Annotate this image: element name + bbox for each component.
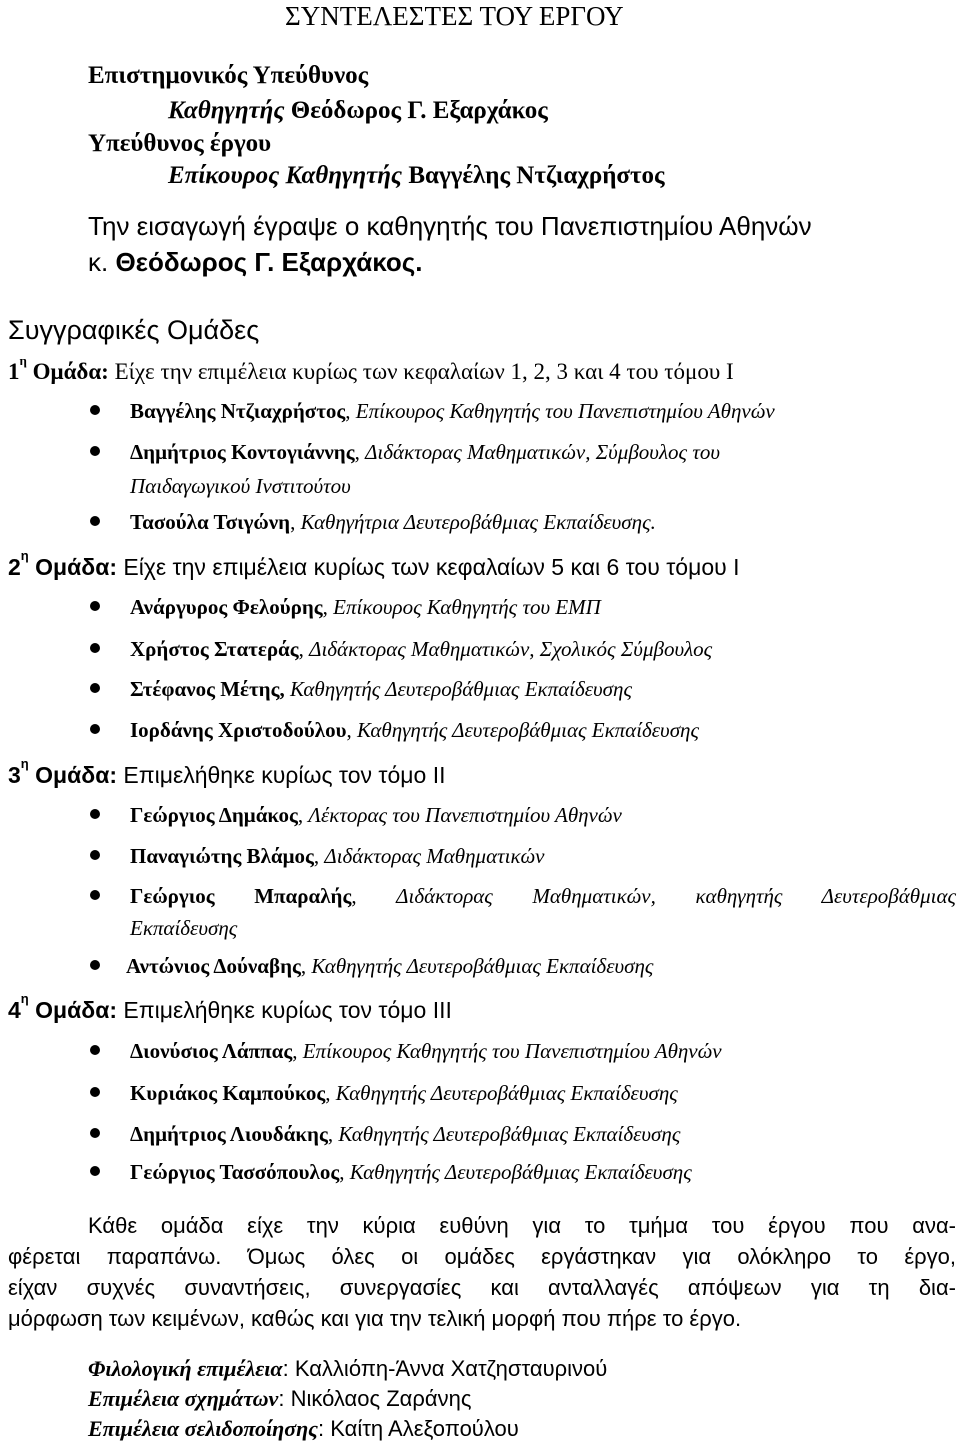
member-name: Αντώνιος Δούναβης — [126, 954, 301, 978]
member-separator: , — [339, 1160, 350, 1184]
member-role: Επίκουρος Καθηγητής του ΕΜΠ — [333, 595, 601, 619]
member-item — [130, 635, 712, 663]
credit-line — [88, 1414, 519, 1444]
member-item — [130, 593, 601, 621]
member-role: Καθηγητής Δευτεροβάθμιας Εκπαίδευσης — [335, 1081, 678, 1105]
member-separator: , — [313, 844, 325, 868]
group-4-heading — [8, 991, 452, 1025]
bullet-icon — [90, 1166, 100, 1176]
closing-line-4: μόρφωση των κειμένων, καθώς και για την τελική μορφή που πήρε το έργο. — [8, 1306, 742, 1331]
intro-prefix: κ. — [88, 247, 116, 277]
group-number: 1 — [8, 359, 20, 384]
member-role: Καθηγητής Δευτεροβάθμιας Εκπαίδευσης — [311, 954, 654, 978]
group-ordinal: η — [19, 353, 27, 368]
group-description: Είχε την επιμέλεια κυρίως των κεφαλαίων 5 και 6 του τόμου Ι — [117, 554, 740, 580]
bullet-icon — [90, 724, 100, 734]
bullet-icon — [90, 1087, 100, 1097]
bullet-icon — [90, 516, 100, 526]
group-ordinal: η — [20, 548, 29, 563]
group-description: Επιμελήθηκε κυρίως τον τόμο ΙΙΙ — [117, 997, 452, 1023]
member-separator: , — [325, 1081, 336, 1105]
group-label: Ομάδα: — [35, 762, 117, 788]
closing-line-1: Κάθε ομάδα είχε την κύρια ευθύνη για το τμήμα του έργου που ανα- — [88, 1213, 956, 1238]
bullet-icon — [90, 405, 100, 415]
closing-line-2: φέρεται παραπάνω. Όμως όλες οι ομάδες εργάστηκαν για ολόκληρο το έργο, — [8, 1244, 956, 1269]
group-1-heading — [8, 353, 734, 387]
group-number: 3 — [8, 762, 21, 788]
member-name: Γεώργιος Δημάκος — [130, 803, 298, 827]
member-name: Ανάργυρος Φελούρης — [130, 595, 323, 619]
member-name: Κυριάκος Καμπούκος — [130, 1081, 326, 1105]
bullet-icon — [90, 960, 100, 970]
credit-name: Νικόλαος Ζαράνης — [290, 1386, 472, 1411]
project-lead-entry — [168, 160, 665, 192]
member-separator: , — [298, 637, 310, 661]
member-role: Διδάκτορας Μαθηματικών, Σύμβουλος του — [365, 440, 720, 464]
member-item — [130, 842, 545, 870]
member-item — [130, 801, 622, 829]
project-lead-prefix: Επίκουρος Καθηγητής — [168, 162, 409, 189]
group-ordinal: η — [20, 991, 29, 1006]
member-role: Καθηγητής Δευτεροβάθμιας Εκπαίδευσης — [338, 1122, 681, 1146]
project-lead-name: Βαγγέλης Ντζιαχρήστος — [408, 162, 665, 189]
bullet-icon — [90, 1128, 100, 1138]
member-separator: , — [290, 510, 301, 534]
credit-separator: : — [282, 1356, 295, 1381]
member-role: Καθηγήτρια Δευτεροβάθμιας Εκπαίδευσης. — [300, 510, 656, 534]
member-item — [130, 882, 956, 910]
member-item — [130, 508, 656, 536]
bullet-icon — [90, 1045, 100, 1055]
member-item — [130, 1120, 680, 1148]
member-item — [130, 1079, 678, 1107]
member-name: Βαγγέλης Ντζιαχρήστος — [130, 399, 346, 423]
scientific-lead-prefix: Καθηγητής — [168, 97, 291, 124]
bullet-icon — [90, 683, 100, 693]
member-name: Γεώργιος Μπαραλής — [130, 884, 352, 908]
group-number: 2 — [8, 554, 21, 580]
credit-label: Φιλολογική επιμέλεια — [88, 1356, 283, 1381]
scientific-lead-name: Θεόδωρος Γ. Εξαρχάκος — [290, 97, 548, 124]
member-separator: , — [300, 954, 312, 978]
member-separator: , — [297, 803, 309, 827]
member-item — [130, 1158, 692, 1186]
bullet-icon — [90, 890, 100, 900]
member-role-continued: Παιδαγωγικού Ινστιτούτου — [130, 474, 351, 498]
intro-line-2 — [88, 246, 423, 278]
member-separator: , — [292, 1039, 303, 1063]
credit-separator: : — [278, 1386, 291, 1411]
intro-line-1: Την εισαγωγή έγραψε ο καθηγητής του Πανεπιστημίου Αθηνών — [88, 211, 812, 241]
scientific-lead-label: Επιστημονικός Υπεύθυνος — [88, 62, 369, 89]
project-lead-label: Υπεύθυνος έργου — [88, 130, 272, 157]
member-item — [130, 397, 775, 425]
member-role: Καθηγητής Δευτεροβάθμιας Εκπαίδευσης — [349, 1160, 692, 1184]
bullet-icon — [90, 850, 100, 860]
section-heading: Συγγραφικές Ομάδες — [8, 315, 260, 345]
member-name: Δημήτριος Κοντογιάννης — [130, 440, 355, 464]
member-name: Ιορδάνης Χριστοδούλου — [130, 718, 347, 742]
member-separator: , — [354, 440, 366, 464]
member-role: Διδάκτορας Μαθηματικών, καθηγητής Δευτεροβάθμιας — [396, 884, 956, 908]
bullet-icon — [90, 446, 100, 456]
group-ordinal: η — [20, 756, 29, 771]
member-role: Διδάκτορας Μαθηματικών — [324, 844, 545, 868]
credit-line — [88, 1384, 471, 1414]
member-role: Επίκουρος Καθηγητής του Πανεπιστημίου Αθηνών — [355, 399, 775, 423]
member-item — [130, 716, 699, 744]
member-separator: , — [345, 399, 356, 423]
group-number: 4 — [8, 997, 21, 1023]
member-item — [130, 675, 632, 703]
group-label: Ομάδα: — [35, 554, 117, 580]
member-role: Καθηγητής Δευτεροβάθμιας Εκπαίδευσης — [289, 677, 632, 701]
member-separator: , — [346, 718, 357, 742]
member-item — [130, 438, 720, 466]
credit-name: Καλλιόπη-Άννα Χατζησταυρινού — [294, 1356, 608, 1381]
credit-line — [88, 1354, 607, 1384]
member-role: Διδάκτορας Μαθηματικών, Σχολικός Σύμβουλος — [309, 637, 713, 661]
group-label: Ομάδα: — [35, 997, 117, 1023]
group-label: Ομάδα: — [32, 359, 109, 384]
closing-line-3: είχαν συχνές συναντήσεις, συνεργασίες και ανταλλαγές απόψεων για τη δια- — [8, 1275, 956, 1300]
member-item — [130, 1037, 722, 1065]
member-name: Παναγιώτης Βλάμος — [130, 844, 314, 868]
member-item — [126, 952, 653, 980]
member-name: Διονύσιος Λάππας — [130, 1039, 293, 1063]
member-separator: , — [322, 595, 334, 619]
group-description: Επιμελήθηκε κυρίως τον τόμο ΙΙ — [117, 762, 446, 788]
member-name: Δημήτριος Λιουδάκης — [130, 1122, 328, 1146]
bullet-icon — [90, 809, 100, 819]
member-role: Επίκουρος Καθηγητής του Πανεπιστημίου Αθηνών — [302, 1039, 722, 1063]
credit-name: Καίτη Αλεξοπούλου — [330, 1416, 519, 1441]
member-name: Γεώργιος Τασσόπουλος — [130, 1160, 340, 1184]
member-separator: , — [327, 1122, 339, 1146]
member-role: Καθηγητής Δευτεροβάθμιας Εκπαίδευσης — [356, 718, 699, 742]
intro-name: Θεόδωρος Γ. Εξαρχάκος. — [115, 247, 423, 277]
member-name: Χρήστος Στατεράς — [130, 637, 299, 661]
member-name: Στέφανος Μέτης, — [130, 677, 285, 701]
bullet-icon — [90, 643, 100, 653]
page-title: ΣΥΝΤΕΛΕΣΤΕΣ ΤΟΥ ΕΡΓΟΥ — [285, 1, 624, 31]
bullet-icon — [90, 601, 100, 611]
member-name: Τασούλα Τσιγώνη — [130, 510, 291, 534]
scientific-lead-entry — [168, 95, 548, 127]
credit-label: Επιμέλεια σελιδοποίησης — [88, 1416, 318, 1441]
group-2-heading — [8, 548, 740, 582]
group-3-heading — [8, 756, 446, 790]
closing-paragraph — [8, 1210, 956, 1334]
credit-label: Επιμέλεια σχημάτων — [88, 1386, 279, 1411]
member-role-continued: Εκπαίδευσης — [130, 916, 238, 940]
credit-separator: : — [317, 1416, 331, 1441]
member-role: Λέκτορας του Πανεπιστημίου Αθηνών — [308, 803, 622, 827]
member-separator: , — [351, 884, 397, 908]
group-description: Είχε την επιμέλεια κυρίως των κεφαλαίων 1, 2, 3 και 4 του τόμου Ι — [108, 359, 734, 384]
